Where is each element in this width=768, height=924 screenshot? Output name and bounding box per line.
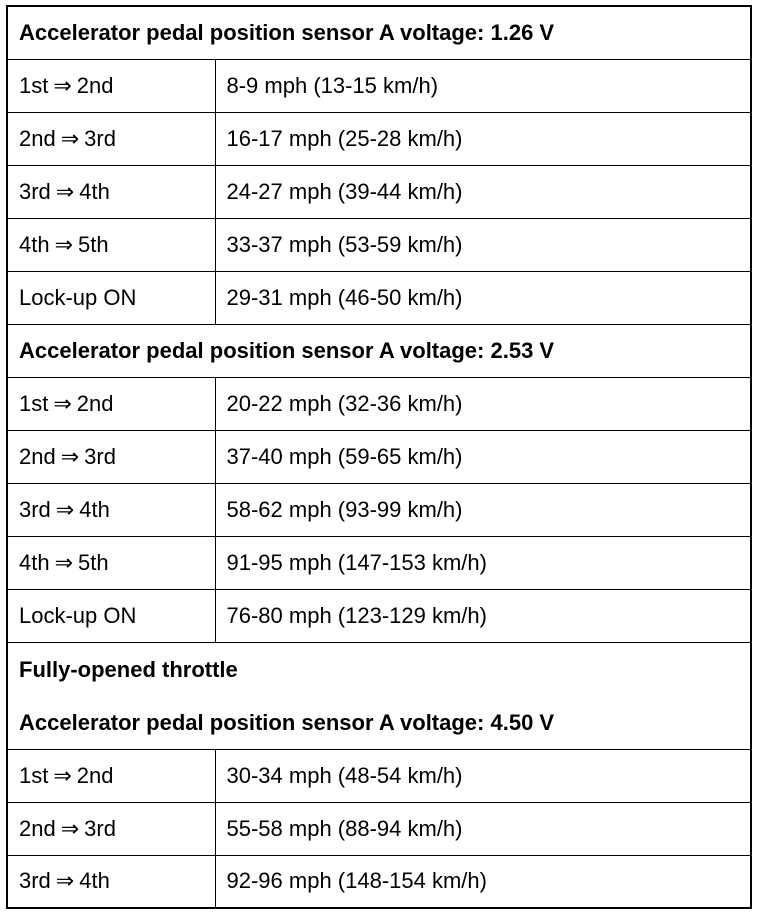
section-header: [7, 642, 751, 749]
table-row: [7, 430, 751, 483]
shift-label-cell: [7, 218, 215, 271]
shift-label-cell: [7, 377, 215, 430]
shift-speed-cell: 16-17 mph (25-28 km/h): [215, 112, 751, 165]
arrow-right-icon: ⇒: [54, 231, 74, 257]
gear-to: 3rd: [84, 443, 116, 469]
arrow-right-icon: ⇒: [53, 390, 72, 416]
arrow-right-icon: ⇒: [53, 762, 72, 788]
gear-to: 5th: [78, 231, 109, 257]
shift-label-cell: [7, 802, 215, 855]
arrow-right-icon: ⇒: [60, 443, 80, 469]
shift-speed-cell: 20-22 mph (32-36 km/h): [215, 377, 751, 430]
section-header-label: Accelerator pedal position sensor A voltage: 4.50 V: [19, 709, 555, 735]
table-row: [7, 377, 751, 430]
shift-label-cell: [7, 855, 215, 908]
arrow-right-icon: ⇒: [60, 815, 80, 841]
section-header-row: [7, 6, 751, 59]
table-row: [7, 112, 751, 165]
shift-speed-cell: 37-40 mph (59-65 km/h): [215, 430, 751, 483]
shift-label-cell: [7, 483, 215, 536]
gear-to: 3rd: [84, 125, 116, 151]
shift-label-cell: [7, 112, 215, 165]
arrow-right-icon: ⇒: [55, 496, 75, 522]
shift-speed-cell: 29-31 mph (46-50 km/h): [215, 271, 751, 324]
arrow-right-icon: ⇒: [60, 125, 80, 151]
gear-from: 1st: [19, 390, 49, 416]
gear-from: 2nd: [19, 815, 56, 841]
gear-from: 4th: [19, 231, 50, 257]
section-header-row: [7, 324, 751, 377]
arrow-right-icon: ⇒: [54, 549, 74, 575]
gear-from: 3rd: [19, 178, 51, 204]
shift-speed-cell: 8-9 mph (13-15 km/h): [215, 59, 751, 112]
section-subheader-label: Fully-opened throttle: [19, 656, 238, 682]
gear-from: 2nd: [19, 125, 56, 151]
table-row: [7, 59, 751, 112]
shift-label-cell: [7, 589, 215, 642]
shift-speed-cell: 58-62 mph (93-99 km/h): [215, 483, 751, 536]
section-header-label: Accelerator pedal position sensor A voltage: 2.53 V: [7, 324, 751, 377]
gear-to: 3rd: [84, 815, 116, 841]
gear-to: 2nd: [76, 762, 114, 788]
table-row: [7, 589, 751, 642]
shift-label-cell: [7, 271, 215, 324]
table-row: [7, 483, 751, 536]
shift-speed-cell: 33-37 mph (53-59 km/h): [215, 218, 751, 271]
gear-to: 4th: [79, 868, 110, 894]
gear-to: 4th: [79, 496, 110, 522]
arrow-right-icon: ⇒: [53, 72, 72, 98]
table-row: [7, 802, 751, 855]
shift-speed-cell: 76-80 mph (123-129 km/h): [215, 589, 751, 642]
lockup-label: Lock-up ON: [19, 602, 137, 628]
shift-speed-cell: 30-34 mph (48-54 km/h): [215, 749, 751, 802]
table-row: [7, 165, 751, 218]
gear-to: 2nd: [76, 72, 114, 98]
section-header-label: Accelerator pedal position sensor A voltage: 1.26 V: [7, 6, 751, 59]
shift-speed-table: [6, 5, 752, 909]
gear-from: 4th: [19, 549, 50, 575]
table-row: [7, 749, 751, 802]
shift-speed-cell: 55-58 mph (88-94 km/h): [215, 802, 751, 855]
table-row: [7, 536, 751, 589]
gear-to: 4th: [79, 178, 110, 204]
shift-label-cell: [7, 749, 215, 802]
section-header-row: [7, 642, 751, 749]
gear-from: 1st: [19, 72, 49, 98]
arrow-right-icon: ⇒: [55, 868, 75, 894]
table-row: [7, 855, 751, 908]
shift-label-cell: [7, 59, 215, 112]
shift-speed-cell: 92-96 mph (148-154 km/h): [215, 855, 751, 908]
table-row: [7, 271, 751, 324]
shift-label-cell: [7, 165, 215, 218]
shift-label-cell: [7, 536, 215, 589]
gear-from: 2nd: [19, 443, 56, 469]
arrow-right-icon: ⇒: [55, 178, 75, 204]
shift-speed-cell: 24-27 mph (39-44 km/h): [215, 165, 751, 218]
table-row: [7, 218, 751, 271]
shift-label-cell: [7, 430, 215, 483]
shift-speed-table-body: [7, 6, 751, 908]
gear-from: 1st: [19, 762, 49, 788]
gear-to: 5th: [78, 549, 109, 575]
gear-to: 2nd: [76, 390, 114, 416]
gear-from: 3rd: [19, 868, 51, 894]
lockup-label: Lock-up ON: [19, 284, 137, 310]
shift-speed-cell: 91-95 mph (147-153 km/h): [215, 536, 751, 589]
gear-from: 3rd: [19, 496, 51, 522]
